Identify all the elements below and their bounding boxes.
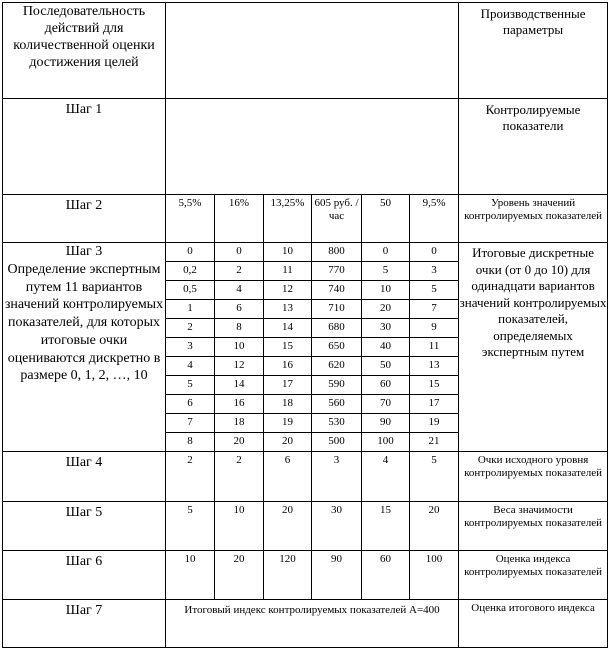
step3-value: 50 — [362, 357, 410, 376]
step3-value: 20 — [264, 433, 312, 452]
step6-right-cell: Оценка индекса контролируемых показателей — [459, 551, 608, 600]
step3-value: 5 — [362, 262, 410, 281]
step3-value: 3 — [410, 262, 459, 281]
step3-label-cell — [3, 243, 166, 452]
step2-label: Шаг 2 — [3, 195, 166, 243]
step3-value: 5 — [410, 281, 459, 300]
step3-value: 19 — [410, 414, 459, 433]
step3-value: 60 — [362, 376, 410, 395]
step3-value: 0,5 — [166, 281, 215, 300]
step3-value: 740 — [312, 281, 362, 300]
step5-value: 15 — [362, 502, 410, 551]
step3-value: 40 — [362, 338, 410, 357]
step4-right-cell: Очки исходного уровня контролируемых показателей — [459, 452, 608, 502]
step3-value: 7 — [410, 300, 459, 319]
step3-value: 10 — [264, 243, 312, 262]
step3-value: 650 — [312, 338, 362, 357]
step6-value: 90 — [312, 551, 362, 600]
step4-label: Шаг 4 — [3, 452, 166, 502]
step6-value: 100 — [410, 551, 459, 600]
step4-value: 3 — [312, 452, 362, 502]
step3-value: 2 — [166, 319, 215, 338]
step3-value: 14 — [215, 376, 264, 395]
header-right-cell: Производственные параметры — [459, 3, 608, 99]
step3-value: 6 — [215, 300, 264, 319]
step3-value: 9 — [410, 319, 459, 338]
step6-value: 10 — [166, 551, 215, 600]
step3-value: 2 — [215, 262, 264, 281]
step3-value: 11 — [410, 338, 459, 357]
step3-value: 620 — [312, 357, 362, 376]
step3-value: 560 — [312, 395, 362, 414]
step3-value: 16 — [215, 395, 264, 414]
step5-value: 10 — [215, 502, 264, 551]
step3-value: 0 — [362, 243, 410, 262]
step2-value: 5,5% — [166, 195, 215, 243]
step2-right-cell: Уровень значений контролируемых показателей — [459, 195, 608, 243]
header-blank-cell — [166, 3, 459, 99]
step2-value: 16% — [215, 195, 264, 243]
step3-value: 11 — [264, 262, 312, 281]
step3-value: 17 — [410, 395, 459, 414]
step3-value: 20 — [362, 300, 410, 319]
step1-right-cell: Контролируемые показатели — [459, 99, 608, 195]
step2-value: 605 руб. /час — [312, 195, 362, 243]
step6-row — [3, 551, 608, 600]
step3-value: 800 — [312, 243, 362, 262]
step3-value: 4 — [215, 281, 264, 300]
header-left-cell: Последовательность действий для количественной оценки достижения целей — [3, 3, 166, 99]
step3-value: 3 — [166, 338, 215, 357]
step3-value: 8 — [166, 433, 215, 452]
step2-value: 50 — [362, 195, 410, 243]
step3-value: 14 — [264, 319, 312, 338]
step3-value: 0 — [410, 243, 459, 262]
step7-label: Шаг 7 — [3, 600, 166, 648]
step3-value: 8 — [215, 319, 264, 338]
step3-value: 770 — [312, 262, 362, 281]
step6-value: 60 — [362, 551, 410, 600]
step6-label: Шаг 6 — [3, 551, 166, 600]
step2-value: 13,25% — [264, 195, 312, 243]
step3-value: 500 — [312, 433, 362, 452]
step4-value: 2 — [166, 452, 215, 502]
step3-value: 18 — [215, 414, 264, 433]
step7-row — [3, 600, 608, 648]
step4-row — [3, 452, 608, 502]
step1-label: Шаг 1 — [3, 99, 166, 195]
step5-value: 5 — [166, 502, 215, 551]
step3-value: 100 — [362, 433, 410, 452]
step3-value: 21 — [410, 433, 459, 452]
step3-value: 7 — [166, 414, 215, 433]
step3-value: 710 — [312, 300, 362, 319]
step2-value: 9,5% — [410, 195, 459, 243]
step3-value: 16 — [264, 357, 312, 376]
step3-value: 0 — [166, 243, 215, 262]
step3-value: 30 — [362, 319, 410, 338]
step3-value: 590 — [312, 376, 362, 395]
step3-row — [3, 243, 608, 262]
step1-row — [3, 99, 608, 195]
step5-value: 30 — [312, 502, 362, 551]
step5-value: 20 — [264, 502, 312, 551]
step2-row — [3, 195, 608, 243]
step3-value: 13 — [410, 357, 459, 376]
step3-value: 17 — [264, 376, 312, 395]
evaluation-table — [2, 2, 608, 648]
step4-value: 5 — [410, 452, 459, 502]
step3-value: 6 — [166, 395, 215, 414]
step6-value: 120 — [264, 551, 312, 600]
step3-value: 70 — [362, 395, 410, 414]
step3-value: 20 — [215, 433, 264, 452]
step3-value: 13 — [264, 300, 312, 319]
step4-value: 4 — [362, 452, 410, 502]
step3-value: 10 — [215, 338, 264, 357]
step3-value: 0,2 — [166, 262, 215, 281]
step3-right-cell: Итоговые дискретные очки (от 0 до 10) для одинадцати вариантов значений контролируемых показателей, определяемых экспертным путем — [459, 243, 608, 452]
step3-label: Шаг 3 — [65, 244, 103, 259]
step3-value: 0 — [215, 243, 264, 262]
header-row — [3, 3, 608, 99]
step4-value: 6 — [264, 452, 312, 502]
step3-value: 4 — [166, 357, 215, 376]
step3-value: 19 — [264, 414, 312, 433]
step5-label: Шаг 5 — [3, 502, 166, 551]
step3-value: 680 — [312, 319, 362, 338]
step3-value: 530 — [312, 414, 362, 433]
step3-value: 10 — [362, 281, 410, 300]
step3-value: 12 — [215, 357, 264, 376]
step3-description: Определение экспертным путем 11 вариантов значений контролируемых показателей, для которых итоговые очки оцениваются дискретно в размере 0, 1, 2, …, 10 — [4, 261, 164, 384]
step3-value: 15 — [410, 376, 459, 395]
step5-right-cell: Веса значимости контролируемых показателей — [459, 502, 608, 551]
step5-value: 20 — [410, 502, 459, 551]
step7-right-cell: Оценка итогового индекса — [459, 600, 608, 648]
step6-value: 20 — [215, 551, 264, 600]
step3-value: 90 — [362, 414, 410, 433]
step5-row — [3, 502, 608, 551]
step3-value: 5 — [166, 376, 215, 395]
step1-blank-cell — [166, 99, 459, 195]
step4-value: 2 — [215, 452, 264, 502]
step3-value: 12 — [264, 281, 312, 300]
step3-value: 1 — [166, 300, 215, 319]
step3-value: 15 — [264, 338, 312, 357]
step3-value: 18 — [264, 395, 312, 414]
final-index-cell: Итоговый индекс контролируемых показателей А=400 — [166, 600, 459, 648]
